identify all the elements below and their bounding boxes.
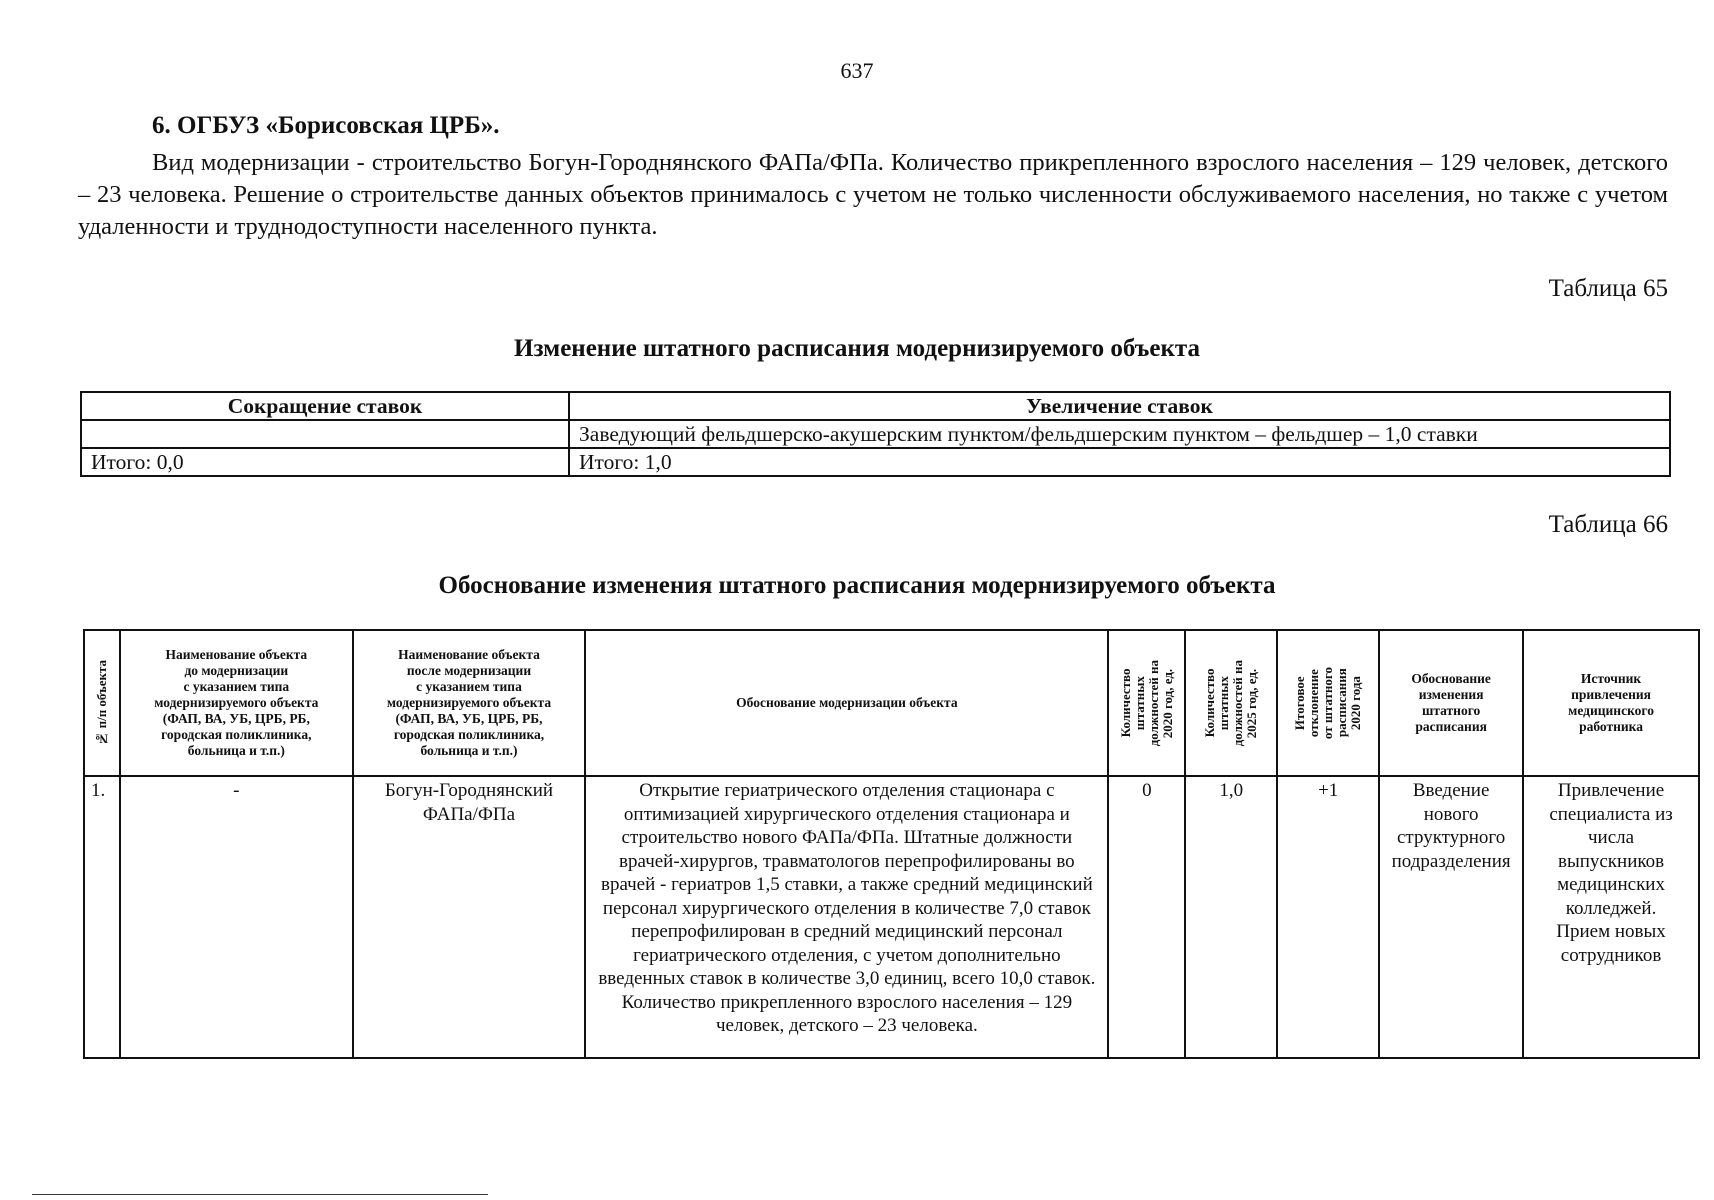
header-deviation-text: Итоговое отклонение от штатного расписания 2020 года [1292, 666, 1364, 740]
header-staff-2025 [1185, 630, 1277, 776]
intro-paragraph: Вид модернизации - строительство Богун-Городнянского ФАПа/ФПа. Количество прикрепленного взрослого населения – 129 человек, детского – 23 человека. Решение о строительстве данных объектов принималось с учетом не только численности обслуживаемого населения, но также с учетом удаленности и труднодоступности населенного пункта. [78, 149, 1668, 240]
cell-after: Богун-Городнянский ФАПа/ФПа [353, 776, 586, 1058]
header-after [353, 630, 586, 776]
cell-staff-2025: 1,0 [1185, 776, 1277, 1058]
staffing-change-table [80, 391, 1671, 477]
page-number: 637 [840, 58, 874, 83]
header-deviation [1277, 630, 1379, 776]
section-heading: 6. ОГБУЗ «Борисовская ЦРБ». [152, 112, 500, 139]
header-source [1523, 630, 1699, 776]
table-header-row [84, 630, 1699, 776]
header-num [84, 630, 120, 776]
header-before [120, 630, 353, 776]
cell-deviation: +1 [1277, 776, 1379, 1058]
header-staff-2020-text: Количество штатных должностей на 2020 год, ед. [1117, 659, 1175, 747]
cell-justification: Открытие гериатрического отделения стационара с оптимизацией хирургического отделения стационара и строительство нового ФАПа/ФПа. Штатные должности врачей-хирургов, травматологов перепрофилированы во врачей - гериатров 1,5 ставки, а также средний медицинский персонал хирургического отделения в количестве 7,0 ставок перепрофилирован в средний медицинский персонал гериатрического отделения, с учетом дополнительно введенных ставок в количестве 3,0 единиц, всего 10,0 ставок. Количество прикрепленного взрослого населения – 129 человек, детского – 23 человека. [585, 776, 1108, 1058]
header-justification [585, 630, 1108, 776]
cell-num: 1. [84, 776, 120, 1058]
cell-increase: Заведующий фельдшерско-акушерским пунктом/фельдшерским пунктом – фельдшер – 1,0 ставки [569, 420, 1670, 448]
cell-staff-2020: 0 [1108, 776, 1185, 1058]
cell-source: Привлечение специалиста из числа выпускников медицинских колледжей. Прием новых сотрудников [1523, 776, 1699, 1058]
table-row [81, 420, 1670, 448]
total-increase: Итого: 1,0 [569, 448, 1670, 476]
header-staff-change-reason [1379, 630, 1523, 776]
total-reduction: Итого: 0,0 [81, 448, 569, 476]
header-increase: Увеличение ставок [569, 392, 1670, 420]
table66-title: Обоснование изменения штатного расписания модернизируемого объекта [438, 572, 1276, 599]
cell-staff-change-reason: Введение нового структурного подразделения [1379, 776, 1523, 1058]
cell-before: - [120, 776, 353, 1058]
header-before-text: Наименование объекта до модернизации с указанием типа модернизируемого объекта (ФАП, ВА, УБ, ЦРБ, РБ, городская поликлиника, больница и т.п.) [154, 647, 319, 758]
table65-label: Таблица 65 [1548, 275, 1668, 302]
table65-title: Изменение штатного расписания модернизируемого объекта [514, 335, 1200, 362]
header-after-text: Наименование объекта после модернизации с указанием типа модернизируемого объекта (ФАП, ВА, УБ, ЦРБ, РБ, городская поликлиника, больница и т.п.) [386, 647, 552, 758]
table-total-row [81, 448, 1670, 476]
cell-reduction [81, 420, 569, 448]
header-staff-2020 [1108, 630, 1185, 776]
header-justification-text: Обоснование модернизации объекта [736, 695, 958, 710]
header-staff-change-reason-text: Обоснование изменения штатного расписания [1411, 671, 1491, 734]
header-num-text: № п/п объекта [93, 659, 109, 747]
header-staff-2025-text: Количество штатных должностей на 2025 год, ед. [1202, 659, 1260, 747]
header-source-text: Источник привлечения медицинского работника [1568, 671, 1654, 734]
table66-label: Таблица 66 [1548, 511, 1668, 538]
table-header-row [81, 392, 1670, 420]
header-reduction: Сокращение ставок [81, 392, 569, 420]
footnote-divider [32, 1194, 488, 1195]
table-row [84, 776, 1699, 1058]
justification-table [83, 629, 1700, 1059]
